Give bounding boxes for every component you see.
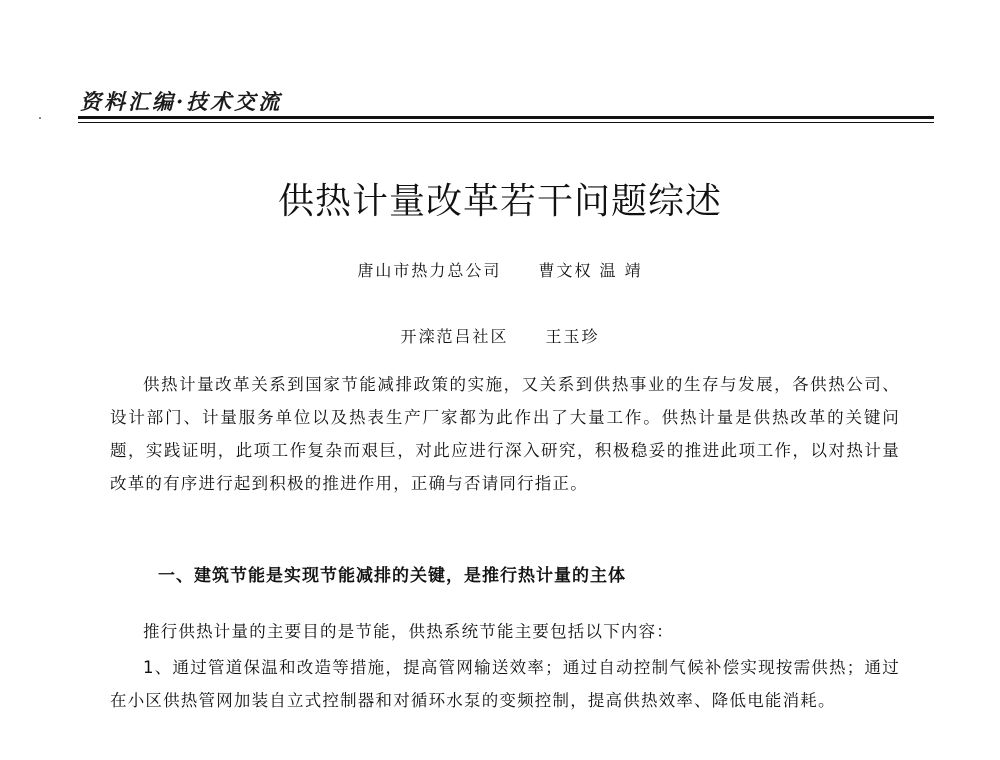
article-title: 供热计量改革若干问题综述: [277, 181, 722, 222]
author-organization: 开滦范吕社区: [400, 327, 509, 346]
section-paragraph: 推行供热计量的主要目的是节能，供热系统节能主要包括以下内容：: [143, 622, 674, 641]
header-rule-thin: [78, 122, 934, 123]
intro-paragraph: 供热计量改革关系到国家节能减排政策的实施，又关系到供热事业的生存与发展，各供热公司、设计部门、计量服务单位以及热表生产厂家都为此作出了大量工作。供热计量是供热改革的关键问题，实践证明，此项工作复杂而艰巨，对此应进行深入研究，积极稳妥的推进此项工作，以对热计量改革的有序进行起到积极的推进作用，正确与否请同行指正。: [110, 375, 900, 493]
author-line-2: [0, 324, 1000, 347]
section-paragraph: 1、通过管道保温和改造等措施，提高管网输送效率；通过自动控制气候补偿实现按需供热；通过在小区供热管网加装自立式控制器和对循环水泵的变频控制，提高供热效率、降低电能消耗。: [110, 658, 900, 710]
scan-speck: [39, 117, 41, 119]
journal-section-header: 资料汇编·技术交流: [80, 89, 283, 114]
author-line-1: [0, 258, 1000, 281]
header-rule-thick: [78, 116, 934, 119]
author-organization: 唐山市热力总公司: [357, 261, 502, 280]
author-names: 王玉珍: [545, 327, 600, 346]
section-heading: 一、建筑节能是实现节能减排的关键，是推行热计量的主体: [158, 566, 626, 586]
author-names: 曹文权 温 靖: [538, 261, 643, 280]
